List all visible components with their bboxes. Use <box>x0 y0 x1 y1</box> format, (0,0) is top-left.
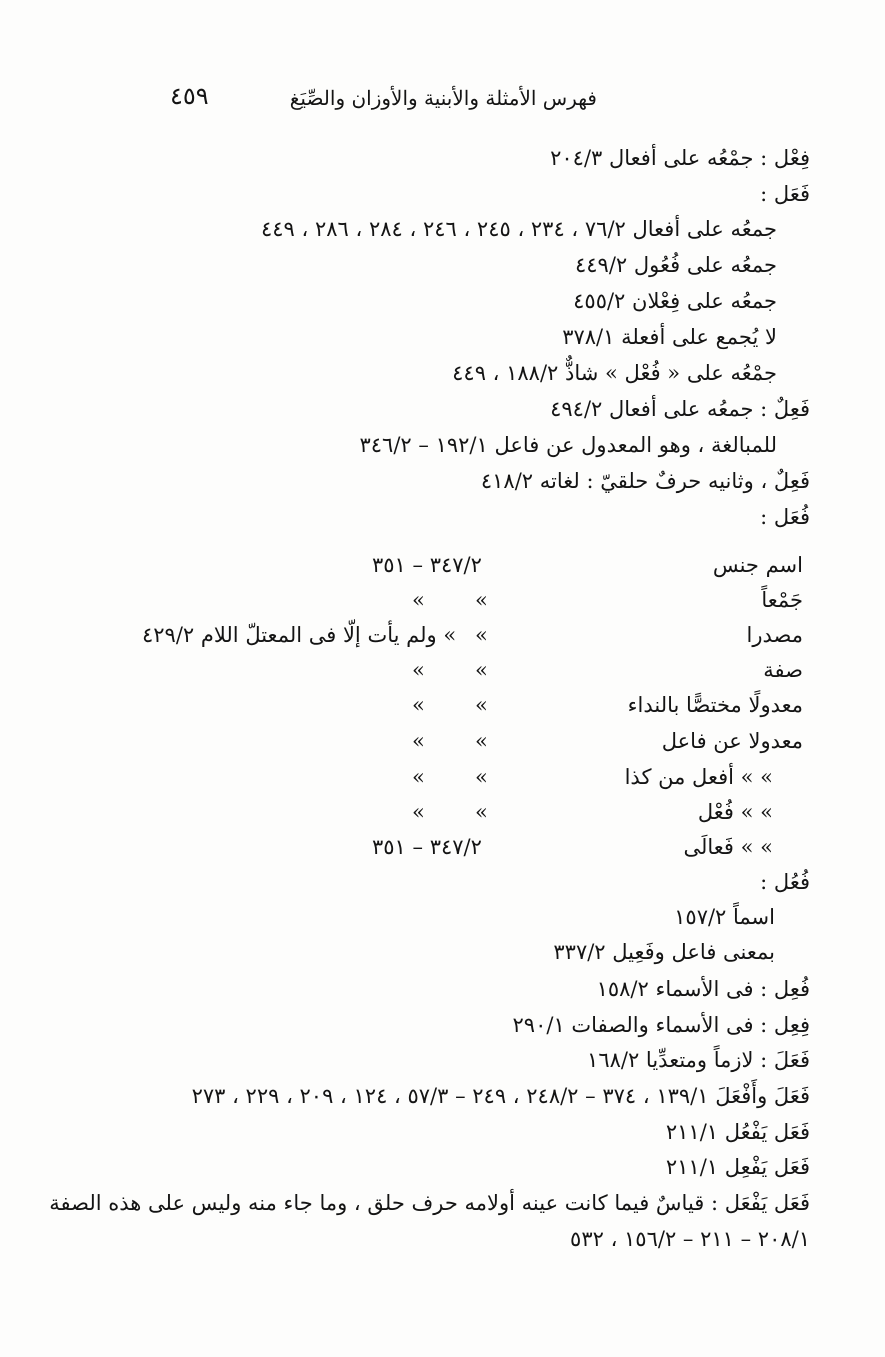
table-label: معدولا عن فاعل <box>661 729 803 753</box>
entry-line: فُعَل : <box>760 505 810 529</box>
table-ref: » <box>412 800 425 824</box>
page-number: ٤٥٩ <box>170 82 209 110</box>
entry-line: فَعَلَ : لازماً ومتعدِّيا ١٦٨/٢ <box>587 1048 810 1072</box>
entry-line: فِعِل : فى الأسماء والصفات ٢٩٠/١ <box>512 1013 810 1037</box>
entry-line: فَعَل يَفْعَل : قياسٌ فيما كانت عينه أولامه حرف حلق ، وما جاء منه وليس على هذه الصفة <box>49 1191 810 1215</box>
table-label: صفة <box>763 658 803 682</box>
table-ref: » <box>412 588 425 612</box>
table-mid: » <box>475 658 488 682</box>
entry-line: فُعُل : <box>760 870 810 894</box>
table-mid: » <box>475 765 488 789</box>
table-label: » » فُعْل <box>697 800 773 824</box>
table-label: » » أفعل من كذا <box>624 765 773 789</box>
table-mid: » <box>475 693 488 717</box>
entry-line: فَعَل يَفْعِل ٢١١/١ <box>665 1155 810 1179</box>
entry-line: لا يُجمع على أفعلة ٣٧٨/١ <box>562 325 777 349</box>
page-header <box>0 80 885 116</box>
table-label: مصدرا <box>746 623 803 647</box>
entry-line: فُعِل : فى الأسماء ١٥٨/٢ <box>596 977 810 1001</box>
table-label: اسم جنس <box>712 553 803 577</box>
table-ref: » <box>412 765 425 789</box>
table-label: معدولًا مختصًّا بالنداء <box>627 693 803 717</box>
entry-line: فَعَل : <box>760 182 810 206</box>
table-ref: ٣٤٧/٢ – ٣٥١ <box>372 835 482 859</box>
entry-line: جمعُه على فُعُول ٤٤٩/٢ <box>574 253 777 277</box>
entry-line: للمبالغة ، وهو المعدول عن فاعل ١٩٢/١ – ٣٤٦/٢ <box>359 433 777 457</box>
table-ref: » <box>412 729 425 753</box>
table-ref: » <box>412 693 425 717</box>
entry-line: جمعُه على فِعْلان ٤٥٥/٢ <box>573 289 777 313</box>
table-mid: » <box>475 800 488 824</box>
entry-line: فَعِلٌ : جمعُه على أفعال ٤٩٤/٢ <box>550 397 810 421</box>
entry-line: اسماً ١٥٧/٢ <box>674 905 775 929</box>
table-mid: » <box>475 588 488 612</box>
entry-line: جمعُه على أفعال ٧٦/٢ ، ٢٣٤ ، ٢٤٥ ، ٢٤٦ ، ٢٨٤ ، ٢٨٦ ، ٤٤٩ <box>260 217 777 241</box>
table-ref: ٣٤٧/٢ – ٣٥١ <box>372 553 482 577</box>
entry-line: فِعْل : جمْعُه على أفعال ٢٠٤/٣ <box>550 146 810 170</box>
running-title: فهرس الأمثلة والأبنية والأوزان والصِّيَغ <box>289 86 597 110</box>
entry-line: فَعَل يَفْعُل ٢١١/١ <box>665 1120 810 1144</box>
table-mid: » <box>475 623 488 647</box>
entry-line: جمْعُه على « فُعْل » شاذٌّ ١٨٨/٢ ، ٤٤٩ <box>452 361 777 385</box>
entry-line: فَعِلٌ ، وثانيه حرفٌ حلقيّ : لغاته ٤١٨/٢ <box>480 469 810 493</box>
entry-line: فَعَلَ وأَفْعَلَ ١٣٩/١ ، ٣٧٤ – ٢٤٨/٢ ، ٢٤٩ – ٥٧/٣ ، ١٢٤ ، ٢٠٩ ، ٢٢٩ ، ٢٧٣ <box>191 1084 810 1108</box>
table-label: جَمْعاً <box>761 588 803 612</box>
entry-line: ٢٠٨/١ – ٢١١ – ١٥٦/٢ ، ٥٣٢ <box>570 1227 810 1251</box>
table-ref: » <box>412 658 425 682</box>
entry-line: بمعنى فاعل وفَعِيل ٣٣٧/٢ <box>553 940 775 964</box>
table-ref: » ولم يأت إلّا فى المعتلّ اللام ٤٢٩/٢ <box>142 623 457 647</box>
table-label: » » فَعالَى <box>683 835 773 859</box>
table-mid: » <box>475 729 488 753</box>
